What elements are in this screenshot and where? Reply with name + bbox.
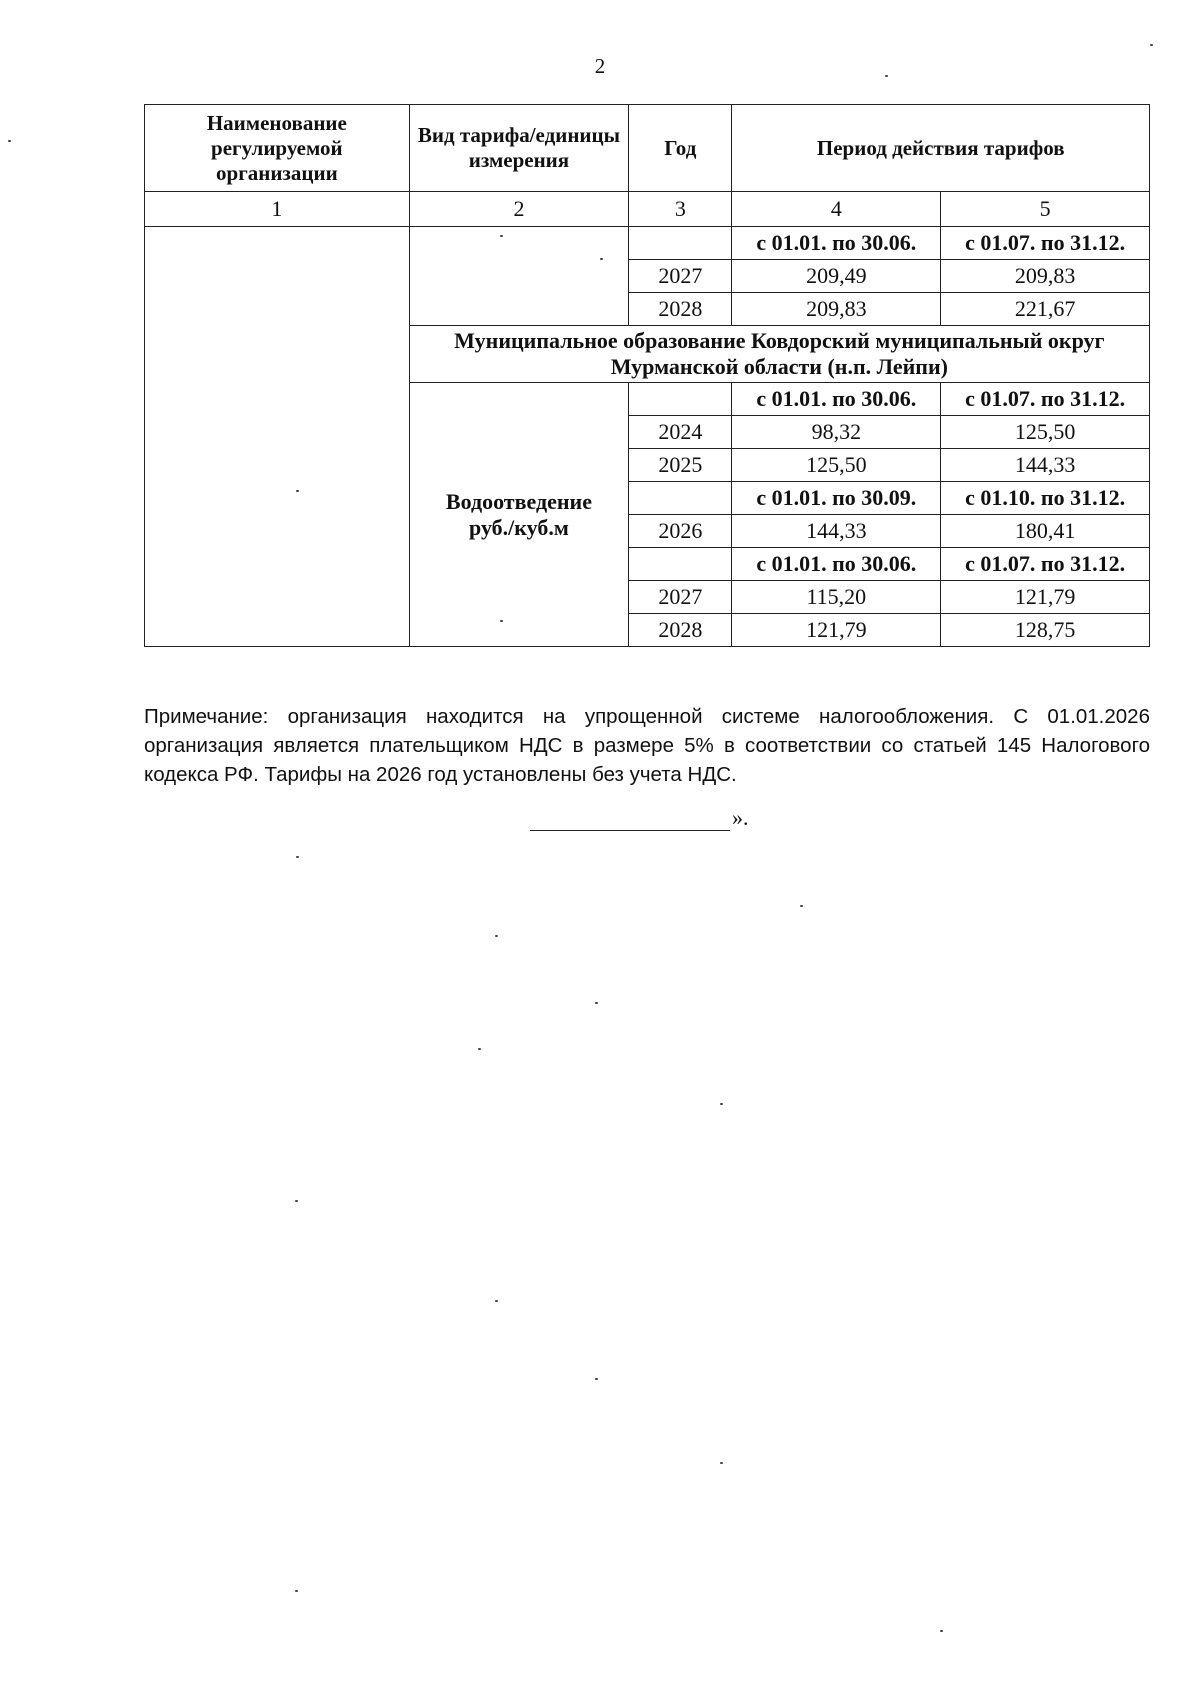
column-number: 2 [409,192,629,227]
scan-speck [600,258,603,260]
header-period: Период действия тарифов [732,105,1150,192]
period-header-2: с 01.07. по 31.12. [941,227,1150,260]
year-cell: 2025 [629,449,732,482]
period-header-2: с 01.07. по 31.12. [941,548,1150,581]
year-cell [629,383,732,416]
year-cell [629,548,732,581]
tariff-value-2: 125,50 [941,416,1150,449]
scan-speck [885,75,888,77]
scan-speck [495,935,498,937]
tariff-value-2: 221,67 [941,293,1150,326]
scan-speck [296,856,299,858]
period-header-1: с 01.01. по 30.06. [732,227,941,260]
header-tariff-type: Вид тарифа/единицы измерения [409,105,629,192]
table-row [145,227,1150,260]
header-year: Год [629,105,732,192]
municipality-name: Муниципальное образование Ковдорский муниципальный округ Мурманской области (н.п. Лейпи) [409,326,1149,383]
period-header-1: с 01.01. по 30.09. [732,482,941,515]
scan-speck [500,235,503,237]
year-cell: 2024 [629,416,732,449]
tariff-value-1: 121,79 [732,614,941,647]
tariff-value-1: 98,32 [732,416,941,449]
scan-speck [1150,44,1153,46]
scan-speck [296,490,299,492]
service-unit: руб./куб.м [469,514,569,540]
tariff-value-1: 115,20 [732,581,941,614]
closing-underline [530,808,730,831]
year-cell [629,227,732,260]
tariff-table [144,104,1150,647]
scan-speck [800,905,803,907]
table-header-row [145,105,1150,192]
tariff-value-1: 144,33 [732,515,941,548]
closing-mark: ». [732,805,749,830]
header-org: Наименование регулируемой организации [145,105,410,192]
scan-speck [720,1462,723,1464]
service-cell [409,383,629,647]
year-cell: 2028 [629,614,732,647]
column-number: 1 [145,192,410,227]
period-header-2: с 01.07. по 31.12. [941,383,1150,416]
year-cell: 2027 [629,260,732,293]
year-cell: 2026 [629,515,732,548]
footnote: Примечание: организация находится на упрощенной системе налогообложения. С 01.01.2026 организация является плательщиком НДС в размере 5% в соответствии со статьей 145 Налогового кодекса РФ. Тарифы на 2026 год установлены без учета НДС. [144,704,1150,786]
tariff-value-2: 180,41 [941,515,1150,548]
scan-speck [595,1002,598,1004]
closing-line [530,805,749,831]
year-cell: 2027 [629,581,732,614]
tariff-value-2: 121,79 [941,581,1150,614]
scan-speck [720,1103,723,1105]
scan-speck [295,1590,298,1592]
scan-speck [295,1200,298,1202]
tariff-value-1: 209,49 [732,260,941,293]
scan-speck [8,140,11,142]
tariff-value-2: 209,83 [941,260,1150,293]
period-header-2: с 01.10. по 31.12. [941,482,1150,515]
column-number-row [145,192,1150,227]
tariff-value-1: 125,50 [732,449,941,482]
column-number: 5 [941,192,1150,227]
column-number: 3 [629,192,732,227]
scan-speck [940,1630,943,1632]
tariff-value-1: 209,83 [732,293,941,326]
period-header-1: с 01.01. по 30.06. [732,548,941,581]
tariff-value-2: 144,33 [941,449,1150,482]
scan-speck [595,1378,598,1380]
tariff-type-cell [409,227,629,326]
scan-speck [478,1048,481,1050]
org-name-cell [145,227,410,647]
page-number: 2 [594,54,606,78]
year-cell [629,482,732,515]
scan-speck [495,1300,498,1302]
service-name: Водоотведение [445,488,592,514]
tariff-value-2: 128,75 [941,614,1150,647]
year-cell: 2028 [629,293,732,326]
scan-speck [500,620,503,622]
column-number: 4 [732,192,941,227]
period-header-1: с 01.01. по 30.06. [732,383,941,416]
